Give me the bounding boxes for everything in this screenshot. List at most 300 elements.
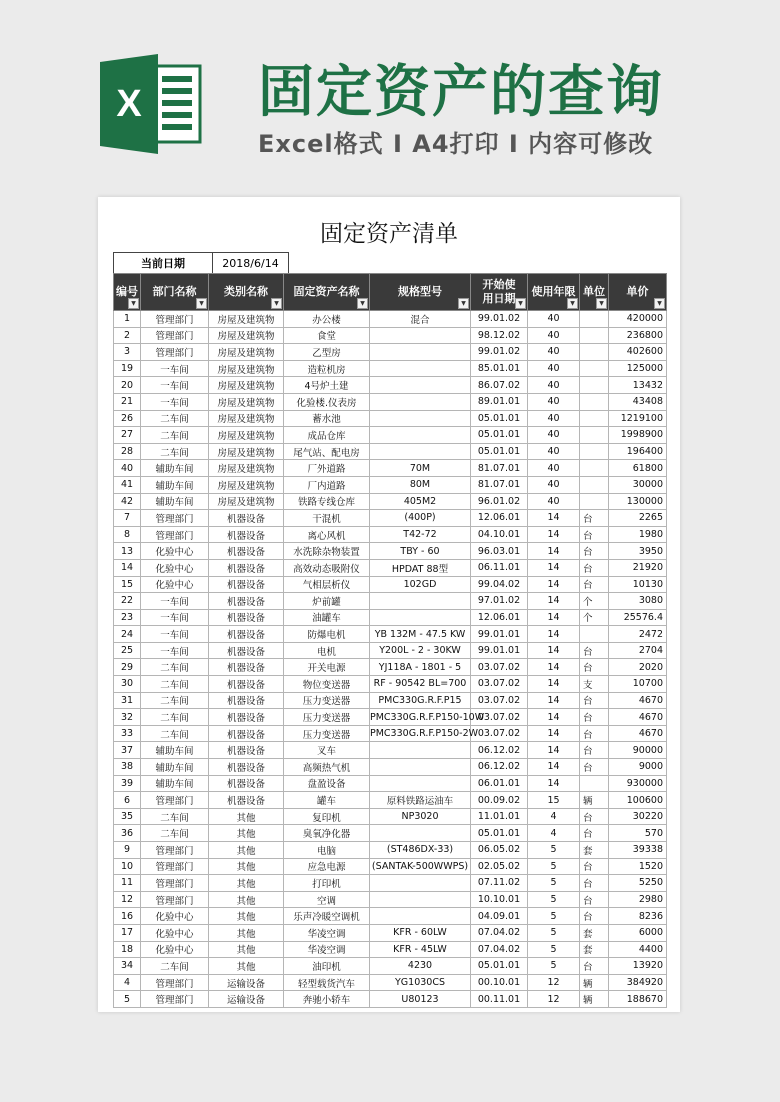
table-cell[interactable]: 应急电源 [284, 858, 370, 875]
table-cell[interactable]: 套 [580, 842, 609, 859]
table-cell[interactable]: 6 [114, 792, 141, 809]
table-cell[interactable] [370, 393, 471, 410]
table-cell[interactable]: 1219100 [609, 410, 667, 427]
table-cell[interactable]: 运输设备 [209, 991, 284, 1008]
table-cell[interactable]: 打印机 [284, 875, 370, 892]
table-cell[interactable]: 台 [580, 891, 609, 908]
table-cell[interactable] [370, 825, 471, 842]
table-cell[interactable]: 05.01.01 [471, 825, 528, 842]
table-cell[interactable]: 38 [114, 759, 141, 776]
table-cell[interactable]: 06.05.02 [471, 842, 528, 859]
table-cell[interactable] [370, 908, 471, 925]
table-cell[interactable]: 华凌空调 [284, 941, 370, 958]
filter-dropdown-icon[interactable]: ▼ [515, 298, 526, 309]
table-cell[interactable]: 06.12.02 [471, 759, 528, 776]
filter-dropdown-icon[interactable]: ▼ [196, 298, 207, 309]
column-header[interactable] [528, 274, 580, 311]
table-cell[interactable]: 27 [114, 427, 141, 444]
table-cell[interactable]: 辅助车间 [141, 775, 209, 792]
table-cell[interactable] [370, 875, 471, 892]
table-cell[interactable] [370, 377, 471, 394]
table-cell[interactable]: 37 [114, 742, 141, 759]
table-cell[interactable]: 化验中心 [141, 576, 209, 593]
table-cell[interactable]: 支 [580, 676, 609, 693]
table-cell[interactable]: 一车间 [141, 393, 209, 410]
table-cell[interactable]: 2020 [609, 659, 667, 676]
table-cell[interactable]: 辅助车间 [141, 493, 209, 510]
table-cell[interactable]: 成品仓库 [284, 427, 370, 444]
table-cell[interactable]: 5 [528, 958, 580, 975]
filter-dropdown-icon[interactable]: ▼ [271, 298, 282, 309]
table-cell[interactable]: HPDAT 88型 [370, 559, 471, 576]
table-cell[interactable]: 一车间 [141, 609, 209, 626]
table-cell[interactable] [580, 311, 609, 328]
table-cell[interactable]: 管理部门 [141, 891, 209, 908]
table-cell[interactable] [370, 327, 471, 344]
table-cell[interactable]: 套 [580, 924, 609, 941]
table-cell[interactable]: 40 [528, 493, 580, 510]
table-cell[interactable]: 40 [528, 427, 580, 444]
table-cell[interactable]: 14 [528, 559, 580, 576]
table-cell[interactable]: 13920 [609, 958, 667, 975]
table-cell[interactable]: 叉车 [284, 742, 370, 759]
table-cell[interactable]: 100600 [609, 792, 667, 809]
table-cell[interactable]: 28 [114, 443, 141, 460]
table-cell[interactable]: 干混机 [284, 510, 370, 527]
table-cell[interactable]: 二车间 [141, 709, 209, 726]
table-cell[interactable]: 台 [580, 559, 609, 576]
table-cell[interactable]: 乙型房 [284, 344, 370, 361]
table-cell[interactable]: 19 [114, 360, 141, 377]
column-header[interactable] [114, 274, 141, 311]
table-cell[interactable]: 房屋及建筑物 [209, 427, 284, 444]
table-cell[interactable]: 台 [580, 875, 609, 892]
table-cell[interactable]: 4230 [370, 958, 471, 975]
table-cell[interactable]: 管理部门 [141, 991, 209, 1008]
table-cell[interactable]: 台 [580, 725, 609, 742]
table-cell[interactable]: 12 [114, 891, 141, 908]
table-cell[interactable]: 乐声冷暖空调机 [284, 908, 370, 925]
table-cell[interactable]: 10 [114, 858, 141, 875]
table-cell[interactable]: 26 [114, 410, 141, 427]
table-cell[interactable]: 房屋及建筑物 [209, 327, 284, 344]
table-cell[interactable]: 17 [114, 924, 141, 941]
table-cell[interactable]: 10.10.01 [471, 891, 528, 908]
table-cell[interactable]: 14 [528, 609, 580, 626]
table-cell[interactable]: 机器设备 [209, 676, 284, 693]
table-cell[interactable]: 2980 [609, 891, 667, 908]
table-cell[interactable]: 2 [114, 327, 141, 344]
table-cell[interactable]: 高效动态吸附仪 [284, 559, 370, 576]
table-cell[interactable]: 台 [580, 543, 609, 560]
table-cell[interactable]: 125000 [609, 360, 667, 377]
table-cell[interactable]: 03.07.02 [471, 725, 528, 742]
table-cell[interactable]: 12.06.01 [471, 510, 528, 527]
table-cell[interactable]: 99.01.02 [471, 344, 528, 361]
table-cell[interactable]: 房屋及建筑物 [209, 410, 284, 427]
table-cell[interactable]: 13 [114, 543, 141, 560]
table-cell[interactable]: 二车间 [141, 825, 209, 842]
table-cell[interactable] [370, 609, 471, 626]
table-cell[interactable]: 40 [528, 410, 580, 427]
table-cell[interactable]: 华凌空调 [284, 924, 370, 941]
table-cell[interactable]: 机器设备 [209, 742, 284, 759]
table-cell[interactable]: 电机 [284, 642, 370, 659]
table-cell[interactable]: (400P) [370, 510, 471, 527]
table-cell[interactable]: 油印机 [284, 958, 370, 975]
table-cell[interactable]: 20 [114, 377, 141, 394]
table-cell[interactable]: 5250 [609, 875, 667, 892]
table-cell[interactable]: 102GD [370, 576, 471, 593]
table-cell[interactable]: 236800 [609, 327, 667, 344]
table-cell[interactable]: 辆 [580, 974, 609, 991]
date-value[interactable]: 2018/6/14 [213, 253, 289, 274]
table-cell[interactable]: YJ118A - 1801 - 5 [370, 659, 471, 676]
table-cell[interactable]: 99.04.02 [471, 576, 528, 593]
table-cell[interactable] [580, 360, 609, 377]
table-cell[interactable] [370, 593, 471, 610]
table-cell[interactable]: 房屋及建筑物 [209, 443, 284, 460]
table-cell[interactable]: 开关电源 [284, 659, 370, 676]
table-cell[interactable]: 12.06.01 [471, 609, 528, 626]
table-cell[interactable]: 二车间 [141, 958, 209, 975]
table-cell[interactable]: 5 [528, 924, 580, 941]
table-cell[interactable]: 70M [370, 460, 471, 477]
table-cell[interactable]: 台 [580, 576, 609, 593]
table-cell[interactable]: 40 [528, 476, 580, 493]
table-cell[interactable]: 36 [114, 825, 141, 842]
table-cell[interactable]: 40 [528, 393, 580, 410]
table-cell[interactable]: U80123 [370, 991, 471, 1008]
table-cell[interactable]: 40 [528, 377, 580, 394]
table-cell[interactable]: 97.01.02 [471, 593, 528, 610]
table-cell[interactable]: 21 [114, 393, 141, 410]
table-cell[interactable]: 管理部门 [141, 526, 209, 543]
column-header[interactable] [580, 274, 609, 311]
table-cell[interactable]: 其他 [209, 808, 284, 825]
table-cell[interactable]: 台 [580, 526, 609, 543]
table-cell[interactable]: 12 [528, 991, 580, 1008]
table-cell[interactable]: 40 [528, 460, 580, 477]
table-cell[interactable]: 5 [528, 908, 580, 925]
table-cell[interactable]: 气相层析仪 [284, 576, 370, 593]
table-cell[interactable]: 尾气站、配电房 [284, 443, 370, 460]
table-cell[interactable]: 11 [114, 875, 141, 892]
table-cell[interactable] [370, 427, 471, 444]
table-cell[interactable] [580, 493, 609, 510]
table-cell[interactable]: 40 [528, 360, 580, 377]
table-cell[interactable]: 台 [580, 642, 609, 659]
table-cell[interactable]: 06.01.01 [471, 775, 528, 792]
table-cell[interactable]: 196400 [609, 443, 667, 460]
table-cell[interactable]: 07.04.02 [471, 924, 528, 941]
table-cell[interactable]: 5 [528, 858, 580, 875]
filter-dropdown-icon[interactable]: ▼ [567, 298, 578, 309]
table-cell[interactable]: 压力变送器 [284, 709, 370, 726]
table-cell[interactable]: 台 [580, 709, 609, 726]
table-cell[interactable]: 05.01.01 [471, 958, 528, 975]
table-cell[interactable]: 化验中心 [141, 924, 209, 941]
table-cell[interactable]: 99.01.01 [471, 642, 528, 659]
column-header[interactable] [609, 274, 667, 311]
table-cell[interactable]: 14 [528, 576, 580, 593]
column-header[interactable] [471, 274, 528, 311]
table-cell[interactable]: 罐车 [284, 792, 370, 809]
table-cell[interactable] [370, 759, 471, 776]
table-cell[interactable]: YG1030CS [370, 974, 471, 991]
table-cell[interactable]: 99.01.01 [471, 626, 528, 643]
table-cell[interactable]: 房屋及建筑物 [209, 493, 284, 510]
table-cell[interactable]: 14 [528, 742, 580, 759]
table-cell[interactable]: 机器设备 [209, 659, 284, 676]
table-cell[interactable]: 化验中心 [141, 908, 209, 925]
table-cell[interactable]: 机器设备 [209, 559, 284, 576]
table-cell[interactable]: 奔驰小轿车 [284, 991, 370, 1008]
table-cell[interactable]: 80M [370, 476, 471, 493]
table-cell[interactable]: 机器设备 [209, 759, 284, 776]
table-cell[interactable]: 03.07.02 [471, 692, 528, 709]
table-cell[interactable]: 台 [580, 825, 609, 842]
table-cell[interactable]: 29 [114, 659, 141, 676]
table-cell[interactable]: 机器设备 [209, 775, 284, 792]
table-cell[interactable] [370, 742, 471, 759]
table-cell[interactable]: 个 [580, 593, 609, 610]
table-cell[interactable]: 03.07.02 [471, 709, 528, 726]
table-cell[interactable]: 12 [528, 974, 580, 991]
table-cell[interactable]: 台 [580, 958, 609, 975]
table-cell[interactable]: 10130 [609, 576, 667, 593]
table-cell[interactable]: PMC330G.R.F.P150-2W [370, 725, 471, 742]
table-cell[interactable]: 03.07.02 [471, 659, 528, 676]
table-cell[interactable]: 14 [528, 593, 580, 610]
column-header[interactable] [209, 274, 284, 311]
table-cell[interactable]: 05.01.01 [471, 443, 528, 460]
table-cell[interactable]: 03.07.02 [471, 676, 528, 693]
table-cell[interactable]: 4 [528, 808, 580, 825]
table-cell[interactable]: 机器设备 [209, 526, 284, 543]
table-cell[interactable]: 61800 [609, 460, 667, 477]
table-cell[interactable]: 机器设备 [209, 692, 284, 709]
table-cell[interactable]: 台 [580, 858, 609, 875]
table-cell[interactable]: (ST486DX-33) [370, 842, 471, 859]
table-cell[interactable]: 5 [528, 842, 580, 859]
table-cell[interactable] [580, 427, 609, 444]
table-cell[interactable]: 402600 [609, 344, 667, 361]
table-cell[interactable] [580, 476, 609, 493]
table-cell[interactable]: 台 [580, 510, 609, 527]
table-cell[interactable]: 套 [580, 941, 609, 958]
table-cell[interactable]: 86.07.02 [471, 377, 528, 394]
table-cell[interactable]: 二车间 [141, 676, 209, 693]
table-cell[interactable]: PMC330G.R.F.P15 [370, 692, 471, 709]
table-cell[interactable]: 33 [114, 725, 141, 742]
filter-dropdown-icon[interactable]: ▼ [596, 298, 607, 309]
table-cell[interactable]: 化验中心 [141, 543, 209, 560]
table-cell[interactable]: 管理部门 [141, 974, 209, 991]
table-cell[interactable]: 1 [114, 311, 141, 328]
column-header[interactable] [141, 274, 209, 311]
table-cell[interactable] [580, 377, 609, 394]
table-cell[interactable]: 6000 [609, 924, 667, 941]
filter-dropdown-icon[interactable]: ▼ [458, 298, 469, 309]
table-cell[interactable]: 机器设备 [209, 510, 284, 527]
table-cell[interactable]: 其他 [209, 924, 284, 941]
table-cell[interactable]: 厂内道路 [284, 476, 370, 493]
table-cell[interactable]: 辅助车间 [141, 742, 209, 759]
table-cell[interactable]: 16 [114, 908, 141, 925]
table-cell[interactable]: Y200L - 2 - 30KW [370, 642, 471, 659]
table-cell[interactable]: 02.05.02 [471, 858, 528, 875]
table-cell[interactable]: 房屋及建筑物 [209, 393, 284, 410]
table-cell[interactable]: 14 [528, 759, 580, 776]
table-cell[interactable]: 二车间 [141, 427, 209, 444]
table-cell[interactable]: 34 [114, 958, 141, 975]
table-cell[interactable]: 05.01.01 [471, 427, 528, 444]
table-cell[interactable]: 辅助车间 [141, 759, 209, 776]
table-cell[interactable]: 9 [114, 842, 141, 859]
table-cell[interactable]: 台 [580, 692, 609, 709]
table-cell[interactable]: 二车间 [141, 725, 209, 742]
table-cell[interactable]: 10700 [609, 676, 667, 693]
table-cell[interactable]: 其他 [209, 941, 284, 958]
table-cell[interactable]: 40 [528, 311, 580, 328]
table-cell[interactable]: 个 [580, 609, 609, 626]
table-cell[interactable]: KFR - 45LW [370, 941, 471, 958]
table-cell[interactable]: 130000 [609, 493, 667, 510]
table-cell[interactable]: 5 [528, 891, 580, 908]
table-cell[interactable]: 31 [114, 692, 141, 709]
table-cell[interactable]: 压力变送器 [284, 725, 370, 742]
table-cell[interactable]: 14 [528, 543, 580, 560]
table-cell[interactable]: 二车间 [141, 410, 209, 427]
table-cell[interactable]: 辅助车间 [141, 460, 209, 477]
table-cell[interactable]: 42 [114, 493, 141, 510]
table-cell[interactable]: 00.11.01 [471, 991, 528, 1008]
filter-dropdown-icon[interactable]: ▼ [654, 298, 665, 309]
table-cell[interactable]: 14 [528, 725, 580, 742]
table-cell[interactable]: 23 [114, 609, 141, 626]
column-header[interactable] [370, 274, 471, 311]
table-cell[interactable]: 机器设备 [209, 709, 284, 726]
table-cell[interactable]: 房屋及建筑物 [209, 476, 284, 493]
table-cell[interactable]: 00.10.01 [471, 974, 528, 991]
table-cell[interactable]: 机器设备 [209, 593, 284, 610]
table-cell[interactable] [580, 626, 609, 643]
table-cell[interactable]: 39338 [609, 842, 667, 859]
table-cell[interactable]: 一车间 [141, 377, 209, 394]
table-cell[interactable]: 7 [114, 510, 141, 527]
table-cell[interactable]: 管理部门 [141, 858, 209, 875]
table-cell[interactable]: 辅助车间 [141, 476, 209, 493]
table-cell[interactable]: 轻型载货汽车 [284, 974, 370, 991]
table-cell[interactable]: 炉前罐 [284, 593, 370, 610]
table-cell[interactable]: 25576.4 [609, 609, 667, 626]
table-cell[interactable]: 房屋及建筑物 [209, 460, 284, 477]
table-cell[interactable]: 384920 [609, 974, 667, 991]
table-cell[interactable]: 40 [528, 344, 580, 361]
table-cell[interactable]: T42-72 [370, 526, 471, 543]
table-cell[interactable]: 离心风机 [284, 526, 370, 543]
table-cell[interactable]: 14 [528, 510, 580, 527]
table-cell[interactable]: KFR - 60LW [370, 924, 471, 941]
table-cell[interactable]: 30 [114, 676, 141, 693]
table-cell[interactable] [370, 775, 471, 792]
table-cell[interactable]: 06.12.02 [471, 742, 528, 759]
table-cell[interactable]: (SANTAK-500WWPS) [370, 858, 471, 875]
table-cell[interactable]: 21920 [609, 559, 667, 576]
table-cell[interactable]: 8 [114, 526, 141, 543]
table-cell[interactable]: 4670 [609, 725, 667, 742]
table-cell[interactable]: 其他 [209, 842, 284, 859]
table-cell[interactable]: 14 [528, 659, 580, 676]
table-cell[interactable]: 4号炉土建 [284, 377, 370, 394]
table-cell[interactable]: 台 [580, 742, 609, 759]
table-cell[interactable]: 405M2 [370, 493, 471, 510]
table-cell[interactable]: 11.01.01 [471, 808, 528, 825]
table-cell[interactable]: 一车间 [141, 593, 209, 610]
table-cell[interactable]: 蓄水池 [284, 410, 370, 427]
table-cell[interactable] [370, 360, 471, 377]
table-cell[interactable]: 台 [580, 808, 609, 825]
table-cell[interactable] [580, 344, 609, 361]
table-cell[interactable]: 一车间 [141, 360, 209, 377]
table-cell[interactable]: 复印机 [284, 808, 370, 825]
table-cell[interactable]: 厂外道路 [284, 460, 370, 477]
table-cell[interactable]: 管理部门 [141, 875, 209, 892]
table-cell[interactable]: 05.01.01 [471, 410, 528, 427]
table-cell[interactable]: 420000 [609, 311, 667, 328]
table-cell[interactable]: 39 [114, 775, 141, 792]
table-cell[interactable] [580, 460, 609, 477]
table-cell[interactable]: 40 [528, 327, 580, 344]
table-cell[interactable]: 二车间 [141, 443, 209, 460]
filter-dropdown-icon[interactable]: ▼ [128, 298, 139, 309]
table-cell[interactable]: 40 [528, 443, 580, 460]
table-cell[interactable]: 2704 [609, 642, 667, 659]
table-cell[interactable]: 化验楼.仪表房 [284, 393, 370, 410]
table-cell[interactable]: 24 [114, 626, 141, 643]
table-cell[interactable]: 1998900 [609, 427, 667, 444]
table-cell[interactable]: 原料铁路运油车 [370, 792, 471, 809]
table-cell[interactable]: 其他 [209, 858, 284, 875]
table-cell[interactable]: 2472 [609, 626, 667, 643]
table-cell[interactable]: 15 [528, 792, 580, 809]
table-cell[interactable]: 98.12.02 [471, 327, 528, 344]
table-cell[interactable]: 空调 [284, 891, 370, 908]
table-cell[interactable]: 8236 [609, 908, 667, 925]
table-cell[interactable]: 1520 [609, 858, 667, 875]
table-cell[interactable]: 3 [114, 344, 141, 361]
table-cell[interactable]: 2265 [609, 510, 667, 527]
table-cell[interactable]: 管理部门 [141, 327, 209, 344]
table-cell[interactable]: 4 [114, 974, 141, 991]
table-cell[interactable]: 04.09.01 [471, 908, 528, 925]
table-cell[interactable] [370, 344, 471, 361]
table-cell[interactable]: 混合 [370, 311, 471, 328]
filter-dropdown-icon[interactable]: ▼ [357, 298, 368, 309]
table-cell[interactable]: 41 [114, 476, 141, 493]
table-cell[interactable] [580, 393, 609, 410]
table-cell[interactable]: 食堂 [284, 327, 370, 344]
table-cell[interactable]: 14 [528, 775, 580, 792]
table-cell[interactable]: 造粒机房 [284, 360, 370, 377]
table-cell[interactable]: 台 [580, 659, 609, 676]
table-cell[interactable]: 07.11.02 [471, 875, 528, 892]
table-cell[interactable]: 二车间 [141, 692, 209, 709]
table-cell[interactable]: 机器设备 [209, 609, 284, 626]
table-cell[interactable] [370, 410, 471, 427]
table-cell[interactable]: 00.09.02 [471, 792, 528, 809]
